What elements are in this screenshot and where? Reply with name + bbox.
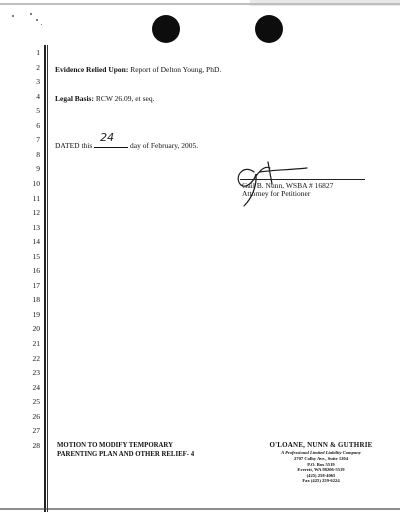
line-number: 7 (36, 135, 40, 145)
line-number: 11 (32, 193, 40, 203)
firm-phone: (425) 258-4065 (306, 472, 336, 478)
evidence-text: Report of Delton Young, PhD. (130, 65, 222, 74)
line-number: 21 (32, 339, 40, 348)
line-number: 19 (32, 309, 40, 319)
line-number: 22 (32, 353, 40, 363)
signer-name: Gail B. Nunn, WSBA # 16827 (242, 181, 334, 190)
line-number: 20 (32, 324, 40, 334)
line-number: 15 (32, 251, 40, 261)
day-blank (94, 131, 128, 148)
line-number: 5 (36, 106, 40, 116)
scan-speck (30, 13, 32, 15)
firm-block (256, 441, 386, 484)
punch-hole-right (255, 15, 283, 43)
line-number: 14 (32, 237, 40, 247)
line-number: 9 (36, 164, 40, 174)
scan-speck (12, 15, 14, 17)
line-number: 12 (32, 208, 40, 218)
evidence-label: Evidence Relied Upon: (55, 65, 129, 74)
signer-role: Attorney for Petitioner (242, 189, 311, 198)
footer-title-line2: PARENTING PLAN AND OTHER RELIEF- 4 (57, 451, 195, 458)
dated-prefix: DATED this (55, 141, 93, 150)
line-number: 17 (32, 280, 40, 290)
scan-top-shadow (250, 0, 400, 6)
firm-address-1: 2707 Colby Ave., Suite 1204 (293, 456, 349, 461)
firm-description: A Professional Limited Liability Company (281, 450, 361, 455)
line-number: 10 (32, 178, 40, 188)
line-number: 23 (32, 368, 40, 378)
firm-city: Everett, WA 98206-5519 (297, 467, 345, 473)
line-number: 24 (32, 382, 40, 392)
line-number: 16 (32, 266, 40, 276)
scan-speck (36, 19, 38, 21)
day-handwritten: 24 (100, 131, 115, 144)
firm-name: O'LOANE, NUNN & GUTHRIE (269, 441, 373, 449)
pleading-margin-line-inner (47, 45, 48, 512)
line-number: 6 (36, 120, 40, 130)
firm-fax: Fax (425) 259-6224 (302, 478, 340, 484)
footer-title-line1: MOTION TO MODIFY TEMPORARY (57, 442, 174, 449)
line-number: 27 (32, 426, 40, 436)
scan-bottom-edge (0, 508, 400, 510)
line-number: 18 (32, 295, 40, 305)
scan-speck (41, 24, 42, 25)
signature-line (240, 179, 365, 180)
line-number: 3 (36, 77, 40, 87)
legal-basis-label: Legal Basis: (55, 94, 94, 103)
punch-hole-left (152, 15, 180, 43)
dated-suffix: day of February, 2005. (130, 141, 199, 150)
line-number: 4 (36, 91, 40, 101)
legal-basis-text: RCW 26.09, et seq. (95, 94, 155, 103)
legal-basis-line (55, 94, 154, 104)
line-number: 13 (32, 222, 40, 232)
line-number: 8 (36, 149, 40, 159)
document-footer-title (57, 441, 194, 459)
line-number: 1 (36, 48, 40, 57)
line-number: 2 (36, 62, 40, 72)
line-number: 25 (32, 397, 40, 407)
firm-address-2: P.O. Box 5519 (307, 461, 335, 467)
line-number: 28 (32, 440, 40, 450)
dated-line (55, 131, 199, 151)
line-number: 26 (32, 411, 40, 421)
evidence-line (55, 65, 221, 75)
pleading-margin-line (44, 45, 46, 512)
